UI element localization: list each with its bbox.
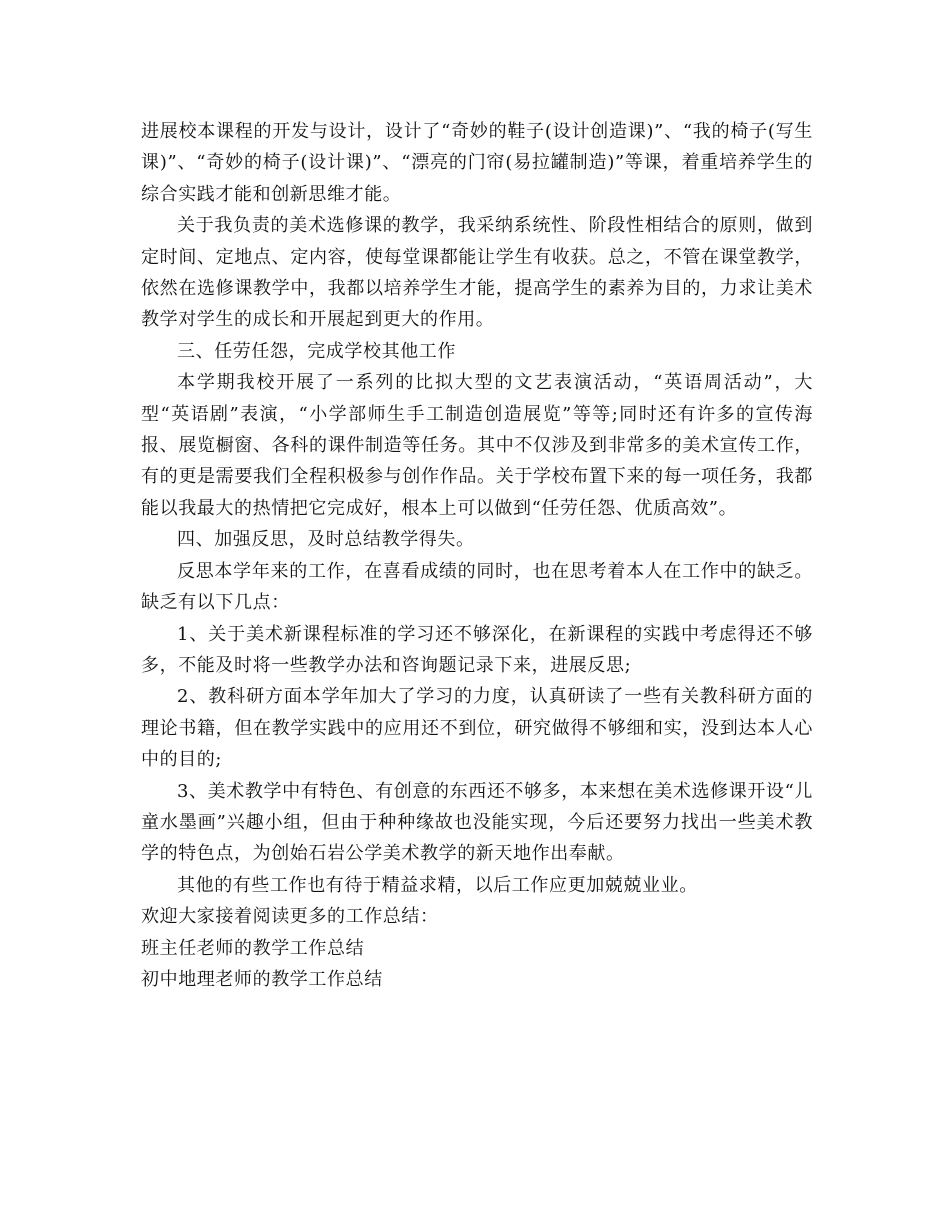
paragraph-elective-teaching: 关于我负责的美术选修课的教学，我采纳系统性、阶段性相结合的原则，做到定时间、定地点、定内容，使每堂课都能让学生有收获。总之，不管在课堂教学，依然在选修课教学中，我都以培养学生才能，提高学生的素养为目的，力求让美术教学对学生的成长和开展起到更大的作用。	[141, 215, 813, 331]
related-article-link-2[interactable]: 初中地理老师的教学工作总结	[141, 968, 383, 990]
paragraph-closing: 其他的有些工作也有待于精益求精，以后工作应更加兢兢业业。	[177, 874, 698, 896]
paragraph-course-development: 进展校本课程的开发与设计，设计了“奇妙的鞋子(设计创造课)”、“我的椅子(写生课)”、“奇妙的椅子(设计课)”、“漂亮的门帘(易拉罐制造)”等课，着重培养学生的综合实践才能和创新思维才能。	[141, 121, 813, 205]
list-item-2: 2、教科研方面本学年加大了学习的力度，认真研读了一些有关教科研方面的理论书籍，但在教学实践中的应用还不到位，研究做得不够细和实，没到达本人心中的目的;	[141, 686, 813, 771]
section-heading-3: 三、任劳任怨，完成学校其他工作	[177, 340, 456, 362]
document-body	[141, 116, 813, 995]
list-item-1: 1、关于美术新课程标准的学习还不够深化，在新课程的实践中考虑得还不够多，不能及时将一些教学办法和咨询题记录下来，进展反思;	[141, 623, 813, 676]
list-item-3: 3、美术教学中有特色、有创意的东西还不够多，本来想在美术选修课开设“儿童水墨画”兴趣小组，但由于种种缘故也没能实现，今后还要努力找出一些美术教学的特色点，为创始石岩公学美术教学的新天地作出奉献。	[141, 780, 813, 865]
footer-intro: 欢迎大家接着阅读更多的工作总结：	[141, 906, 439, 928]
related-article-link-1[interactable]: 班主任老师的教学工作总结	[141, 937, 365, 959]
paragraph-school-activities: 本学期我校开展了一系列的比拟大型的文艺表演活动，“英语周活动”，大型“英语剧”表演，“小学部师生手工制造创造展览”等等;同时还有许多的宣传海报、展览橱窗、各科的课件制造等任务。其中不仅涉及到非常多的美术宣传工作，有的更是需要我们全程积极参与创作作品。关于学校布置下来的每一项任务，我都能以我最大的热情把它完成好，根本上可以做到“任劳任怨、优质高效”。	[141, 372, 813, 519]
paragraph-reflection: 反思本学年来的工作，在喜看成绩的同时，也在思考着本人在工作中的缺乏。缺乏有以下几点：	[141, 560, 813, 614]
section-heading-4: 四、加强反思，及时总结教学得失。	[177, 529, 475, 551]
